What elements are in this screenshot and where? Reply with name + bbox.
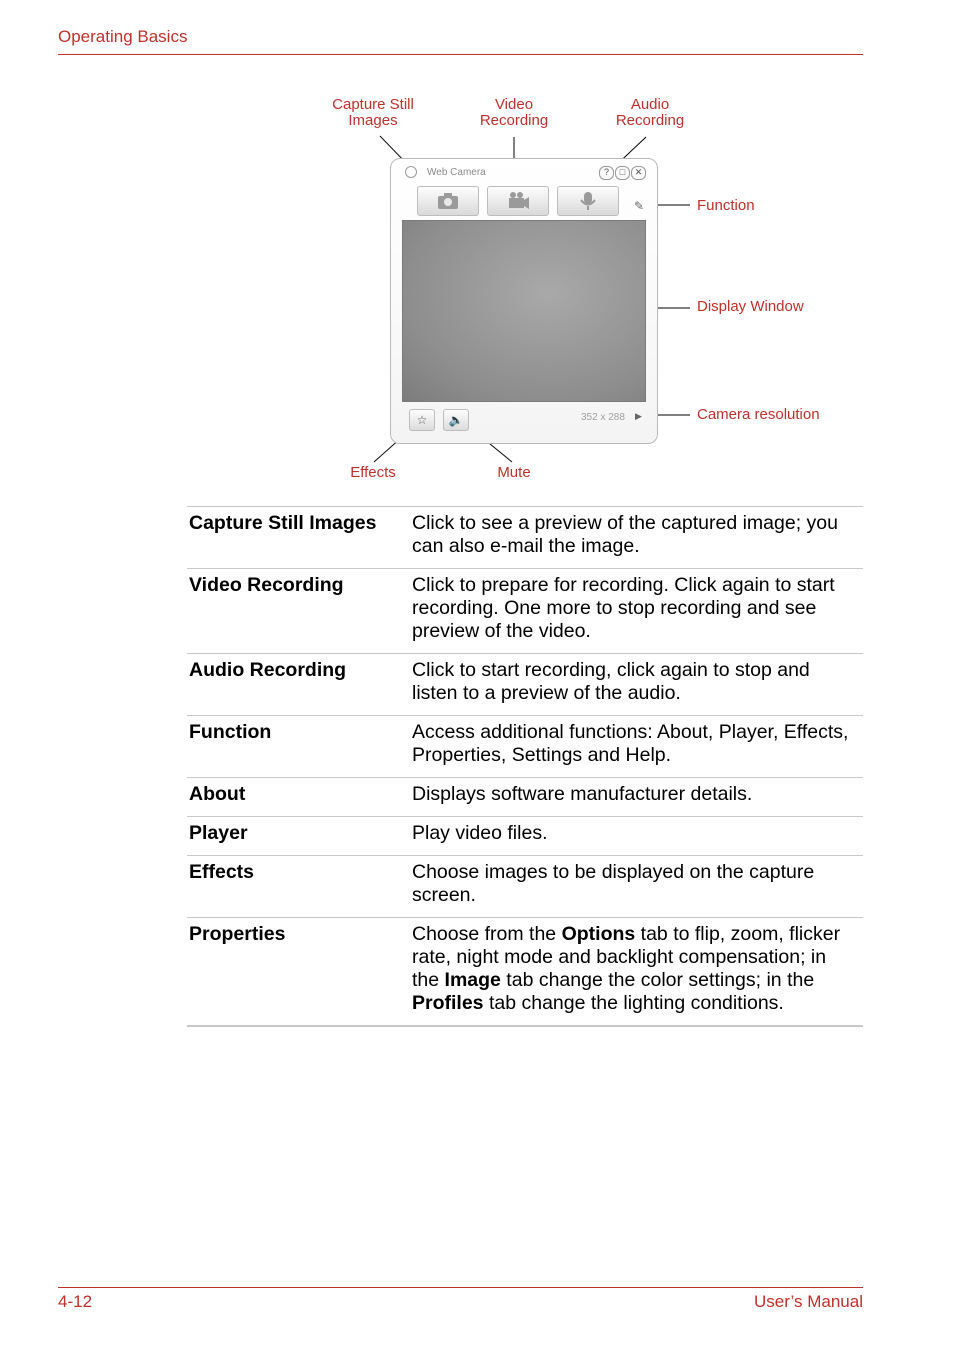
function-description-table xyxy=(187,506,863,1027)
description-text: tab change the lighting conditions. xyxy=(483,992,784,1014)
term-cell: Player xyxy=(189,822,248,844)
table-row xyxy=(187,507,863,569)
term-cell: Effects xyxy=(189,861,255,883)
callout-video-recording: Video Recording xyxy=(479,96,549,129)
description-cell xyxy=(412,856,863,918)
description-text: tab change the color settings; in the xyxy=(500,969,815,991)
table-row xyxy=(187,654,863,716)
microphone-icon xyxy=(576,191,600,211)
help-icon[interactable]: ? xyxy=(599,166,614,180)
description-text: Choose from the xyxy=(412,923,562,945)
description-text: Click to see a preview of the captured image; you can also e-mail the image. xyxy=(412,512,838,557)
mute-button[interactable] xyxy=(443,409,469,431)
audio-recording-button[interactable] xyxy=(557,186,619,216)
description-text: Play video files. xyxy=(412,822,548,844)
table-row xyxy=(187,817,863,856)
description-cell xyxy=(412,507,863,569)
resolution-arrow-icon[interactable]: ▶ xyxy=(635,411,642,421)
function-wrench-icon[interactable]: ✎ xyxy=(634,199,645,213)
description-text: Displays software manufacturer details. xyxy=(412,783,753,805)
description-emphasis: Profiles xyxy=(412,992,484,1014)
video-recording-button[interactable] xyxy=(487,186,549,216)
speaker-icon: 🔈 xyxy=(448,413,464,427)
description-text: tab to flip, zoom, flicker rate, night mode and backlight compensation; in the xyxy=(412,923,841,991)
close-icon[interactable]: ✕ xyxy=(631,166,646,180)
camera-icon xyxy=(436,191,460,211)
effects-button[interactable] xyxy=(409,409,435,431)
term-cell: Video Recording xyxy=(189,574,344,596)
web-camera-window xyxy=(390,158,658,444)
term-cell: Audio Recording xyxy=(189,659,347,681)
description-cell xyxy=(412,654,863,716)
description-emphasis: Options xyxy=(561,923,636,945)
manual-title: User’s Manual xyxy=(754,1292,863,1311)
table-row xyxy=(187,856,863,918)
window-title: Web Camera xyxy=(427,167,486,178)
term-cell: Properties xyxy=(189,923,286,945)
description-cell xyxy=(412,569,863,654)
table-row xyxy=(187,918,863,1027)
callout-effects: Effects xyxy=(350,464,396,481)
callout-audio-recording: Audio Recording xyxy=(615,96,685,129)
description-cell xyxy=(412,918,863,1027)
capture-still-button[interactable] xyxy=(417,186,479,216)
table-row xyxy=(187,778,863,817)
term-cell: Function xyxy=(189,721,272,743)
callout-camera-resolution: Camera resolution xyxy=(697,406,820,423)
callout-display-window: Display Window xyxy=(697,298,804,315)
header-title: Operating Basics xyxy=(58,27,188,46)
description-text: Click to start recording, click again to stop and listen to a preview of the audio. xyxy=(412,659,810,704)
description-text: Access additional functions: About, Player, Effects, Properties, Settings and Help. xyxy=(412,721,849,766)
table-row xyxy=(187,716,863,778)
page-number: 4-12 xyxy=(58,1292,93,1311)
description-text: Choose images to be displayed on the capture screen. xyxy=(412,861,815,906)
display-window xyxy=(402,220,646,402)
term-cell: Capture Still Images xyxy=(189,512,377,534)
term-cell: About xyxy=(189,783,246,805)
callout-capture-still: Capture Still Images xyxy=(332,96,414,129)
callout-function: Function xyxy=(697,197,755,214)
app-logo-icon xyxy=(405,166,417,178)
maximize-icon[interactable]: □ xyxy=(615,166,630,180)
footer-rule xyxy=(58,1287,863,1288)
star-icon: ☆ xyxy=(416,413,428,427)
video-camera-icon xyxy=(506,191,530,211)
callout-mute: Mute xyxy=(497,464,531,481)
table-row xyxy=(187,569,863,654)
description-cell xyxy=(412,778,863,817)
description-text: Click to prepare for recording. Click again to start recording. One more to stop recording and see preview of the video. xyxy=(412,574,835,642)
description-emphasis: Image xyxy=(444,969,501,991)
description-cell xyxy=(412,817,863,856)
camera-resolution-value: 352 x 288 xyxy=(581,412,625,423)
description-cell xyxy=(412,716,863,778)
